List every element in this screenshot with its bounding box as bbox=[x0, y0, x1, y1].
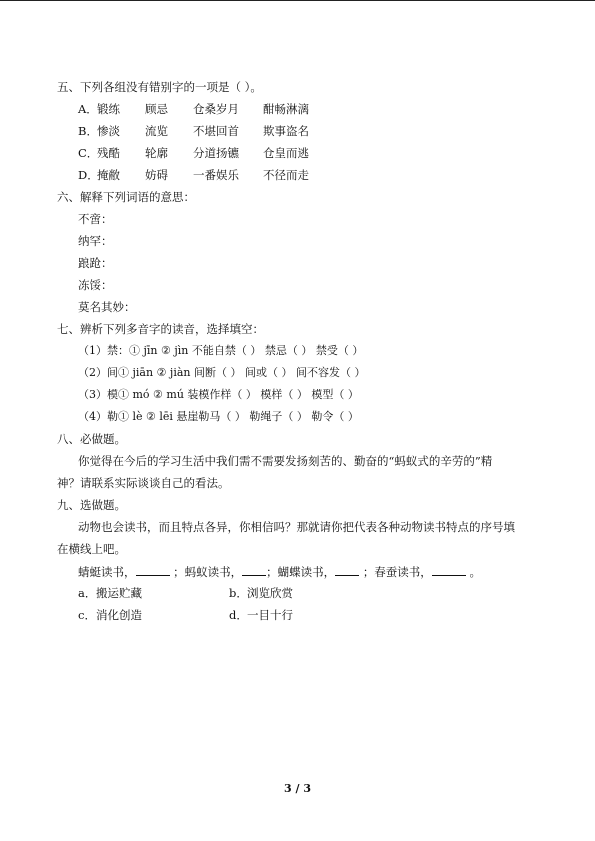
option-word: 不径而走 bbox=[263, 168, 309, 182]
fill-text: ；春蚕读书， bbox=[362, 565, 432, 579]
fill-text: 蜻蜓读书， bbox=[78, 565, 136, 579]
option-word: 仓皇而逃 bbox=[263, 146, 309, 160]
q8-body: 你觉得在今后的学习生活中我们需不需要发扬刻苦的、勤奋的“蚂蚁式的辛劳的”精 bbox=[78, 454, 493, 468]
choice-label: a． bbox=[78, 586, 97, 600]
choice-label: b． bbox=[229, 586, 248, 600]
option-word: 酣畅淋漓 bbox=[263, 102, 309, 116]
answer-blank[interactable] bbox=[432, 563, 466, 576]
page-number: 3 / 3 bbox=[284, 782, 311, 795]
q9-body: 动物也会读书，而且特点各异，你相信吗？那就请你把代表各种动物读书特点的序号填 bbox=[78, 520, 515, 534]
option-word: 仓桑岁月 bbox=[193, 102, 239, 116]
page-top-border bbox=[0, 0, 595, 1]
option-word: 锻练 bbox=[97, 102, 120, 116]
option-word: 流览 bbox=[145, 124, 168, 138]
q6-item: 莫名其妙： bbox=[78, 300, 136, 314]
option-word: 残酷 bbox=[97, 146, 120, 160]
choice-text: 搬运贮藏 bbox=[96, 586, 142, 600]
q9-body: 在横线上吧。 bbox=[57, 542, 126, 556]
choice-text: 一目十行 bbox=[247, 608, 293, 622]
option-word: 轮廓 bbox=[145, 146, 168, 160]
q6-item: 冻馁： bbox=[78, 278, 113, 292]
option-label: D． bbox=[78, 168, 99, 182]
answer-blank[interactable] bbox=[335, 563, 359, 576]
option-word: 欺事盗名 bbox=[263, 124, 309, 138]
q7-row: （2）间① jiān ② jiàn 间断（ ） 间或（ ） 间不容发（ ） bbox=[78, 366, 366, 379]
answer-blank[interactable] bbox=[136, 563, 170, 576]
fill-text: ；蝴蝶读书， bbox=[266, 565, 336, 579]
q6-item: 纳罕： bbox=[78, 234, 113, 248]
q6-item: 不啻： bbox=[78, 212, 113, 226]
q7-title: 七、辨析下列多音字的读音，选择填空： bbox=[57, 322, 264, 336]
option-word: 掩敝 bbox=[97, 168, 120, 182]
q6-item: 踉跄： bbox=[78, 256, 113, 270]
choice-label: d． bbox=[229, 608, 248, 622]
option-word: 顾忌 bbox=[145, 102, 168, 116]
option-label: C． bbox=[78, 146, 99, 160]
choice-label: c． bbox=[78, 608, 96, 622]
q7-row: （1）禁：① jīn ② jìn 不能自禁（ ） 禁忌（ ） 禁受（ ） bbox=[78, 344, 364, 357]
option-word: 妨碍 bbox=[145, 168, 168, 182]
option-word: 惨淡 bbox=[97, 124, 120, 138]
q7-row: （3）模① mó ② mú 装模作样（ ） 模样（ ） 模型（ ） bbox=[78, 388, 359, 401]
q8-title: 八、必做题。 bbox=[57, 432, 126, 446]
fill-text: 。 bbox=[469, 565, 481, 579]
q9-title: 九、选做题。 bbox=[57, 498, 126, 512]
answer-blank[interactable] bbox=[242, 563, 266, 576]
option-word: 一番娱乐 bbox=[193, 168, 239, 182]
q8-body: 神？请联系实际谈谈自己的看法。 bbox=[57, 476, 230, 490]
q9-fill-line bbox=[78, 563, 481, 580]
option-word: 不堪回首 bbox=[193, 124, 239, 138]
choice-text: 浏览欣赏 bbox=[247, 586, 293, 600]
option-word: 分道扬镳 bbox=[193, 146, 239, 160]
q6-title: 六、解释下列词语的意思： bbox=[57, 190, 195, 204]
option-label: B． bbox=[78, 124, 98, 138]
q7-row: （4）勒① lè ② lēi 悬崖勒马（ ） 勒绳子（ ） 勒令（ ） bbox=[78, 410, 359, 423]
choice-text: 消化创造 bbox=[96, 608, 142, 622]
q5-title: 五、下列各组没有错别字的一项是（ ）。 bbox=[57, 80, 262, 94]
fill-text: ；蚂蚁读书， bbox=[173, 565, 243, 579]
option-label: A． bbox=[78, 102, 98, 116]
